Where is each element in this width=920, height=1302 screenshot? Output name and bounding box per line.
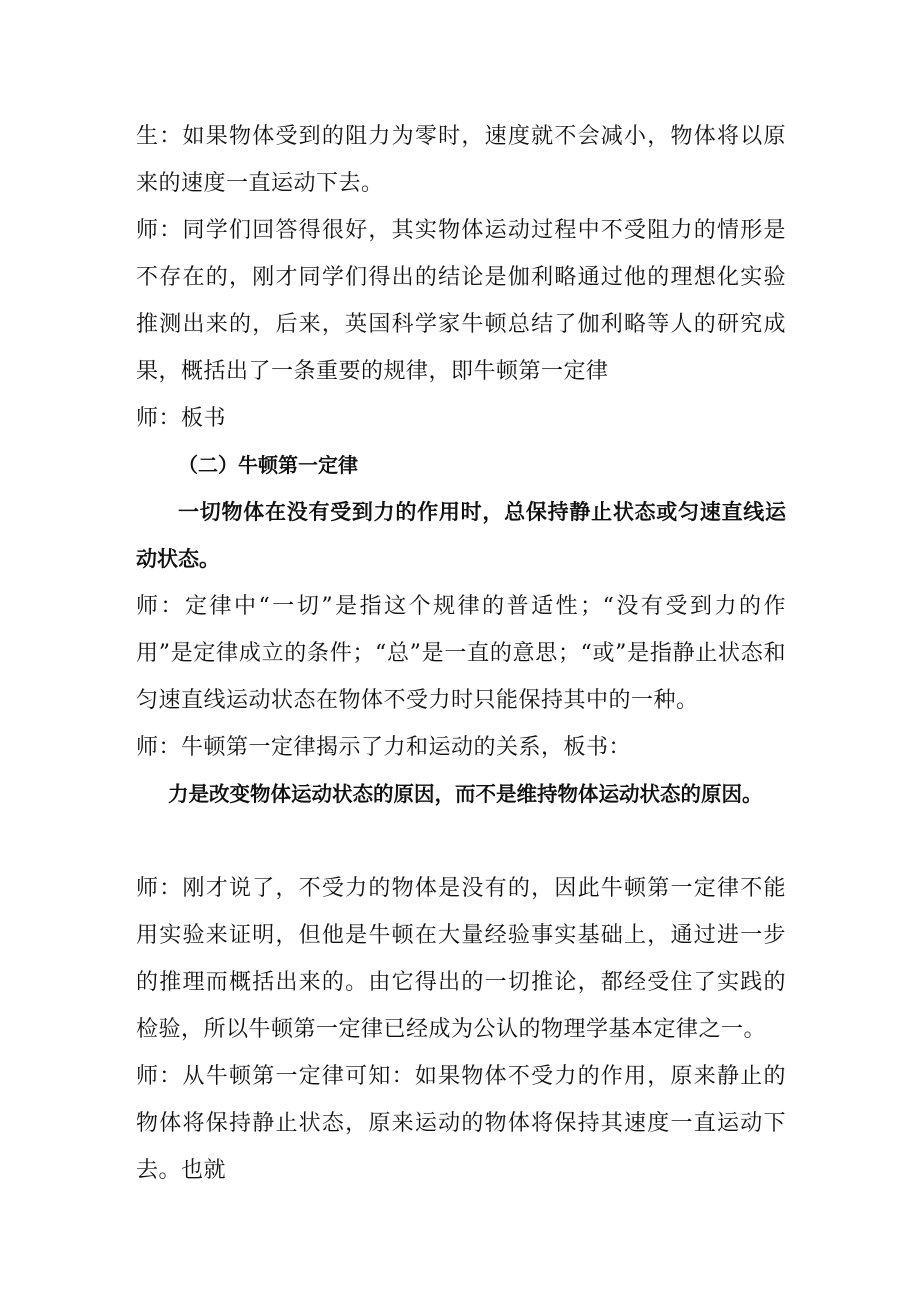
newton-first-law-statement: 一切物体在没有受到力的作用时，总保持静止状态或匀速直线运动状态。 xyxy=(136,500,786,571)
section-heading: （二）牛顿第一定律 xyxy=(178,453,358,477)
student-answer-paragraph: 生：如果物体受到的阻力为零时，速度就不会减小，物体将以原来的速度一直运动下去。 xyxy=(136,124,786,196)
blank-line xyxy=(136,818,786,865)
teacher-explanation-paragraph: 师：同学们回答得很好，其实物体运动过程中不受阻力的情形是不存在的，刚才同学们得出的结论是伽利略通过他的理想化实验推测出来的，后来，英国科学家牛顿总结了伽利略等人的研究成果，概括出了一条重要的规律，即牛顿第一定律 xyxy=(136,218,786,384)
experimental-verification-paragraph: 师：刚才说了，不受力的物体是没有的，因此牛顿第一定律不能用实验来证明，但他是牛顿在大量经验事实基础上，通过进一步的推理而概括出来的。由它得出的一切推论，都经受住了实践的检验，所以牛顿第一定律已经成为公认的物理学基本定律之一。 xyxy=(136,876,786,1042)
teacher-board-note: 师：板书 xyxy=(136,406,227,431)
force-motion-conclusion: 力是改变物体运动状态的原因，而不是维持物体运动状态的原因。 xyxy=(168,782,763,806)
law-interpretation-paragraph: 师：定律中“一切”是指这个规律的普适性；“没有受到力的作用”是定律成立的条件；“总”是一直的意思；“或”是指静止状态和匀速直线运动状态在物体不受力时只能保持其中的一种。 xyxy=(136,594,786,713)
document-page xyxy=(136,113,786,1194)
inference-paragraph: 师：从牛顿第一定律可知：如果物体不受力的作用，原来静止的物体将保持静止状态，原来运动的物体将保持其速度一直运动下去。也就 xyxy=(136,1064,786,1183)
force-motion-relation-paragraph: 师：牛顿第一定律揭示了力和运动的关系，板书： xyxy=(136,735,632,760)
